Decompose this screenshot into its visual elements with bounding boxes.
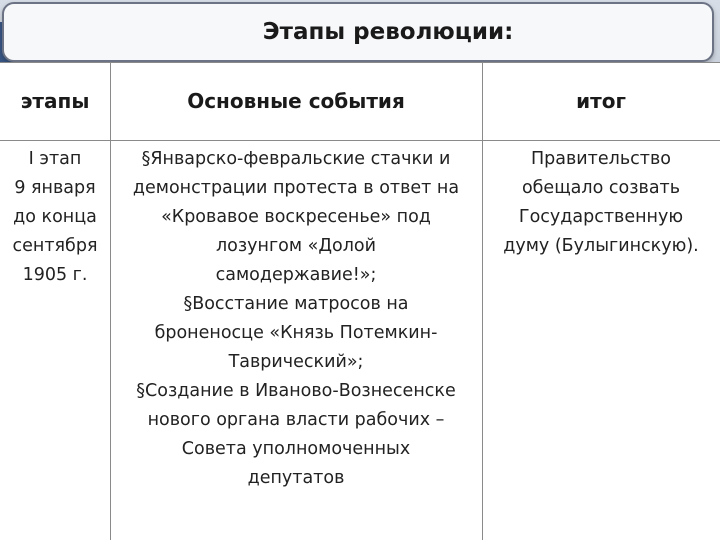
cell-line: §Создание в Иваново-Вознесенске xyxy=(136,381,456,401)
cell-line: §Восстание матросов на xyxy=(183,294,409,314)
cell-line: Таврический»; xyxy=(228,352,364,372)
cell-line: §Январско-февральские стачки и xyxy=(141,149,451,169)
cell-line: сентября xyxy=(12,236,98,256)
cell-events xyxy=(110,145,482,493)
cell-line: до конца xyxy=(13,207,97,227)
cell-line: 9 января xyxy=(14,178,96,198)
cell-line: I этап xyxy=(28,149,82,169)
cell-line: Совета уполномоченных xyxy=(181,439,411,459)
cell-result xyxy=(482,145,720,261)
cell-line: нового органа власти рабочих – xyxy=(147,410,445,430)
cell-stage xyxy=(0,145,110,290)
cell-line: думу (Булыгинскую). xyxy=(503,236,699,256)
header-result: итог xyxy=(576,89,626,113)
cell-line: «Кровавое воскресенье» под xyxy=(161,207,431,227)
slide-title-box xyxy=(2,2,714,62)
cell-line: самодержавие!»; xyxy=(215,265,377,285)
cell-line: обещало созвать xyxy=(521,178,681,198)
header-stages: этапы xyxy=(20,89,90,113)
cell-line: броненосце «Князь Потемкин- xyxy=(154,323,438,343)
cell-line: 1905 г. xyxy=(22,265,88,285)
cell-line: демонстрации протеста в ответ на xyxy=(132,178,460,198)
slide-title: Этапы революции: xyxy=(262,19,514,45)
cell-line: депутатов xyxy=(247,468,345,488)
cell-line: лозунгом «Долой xyxy=(215,236,376,256)
header-main-events: Основные события xyxy=(187,89,405,113)
cell-line: Государственную xyxy=(518,207,684,227)
table-header-divider xyxy=(0,140,720,141)
cell-line: Правительство xyxy=(531,149,671,169)
